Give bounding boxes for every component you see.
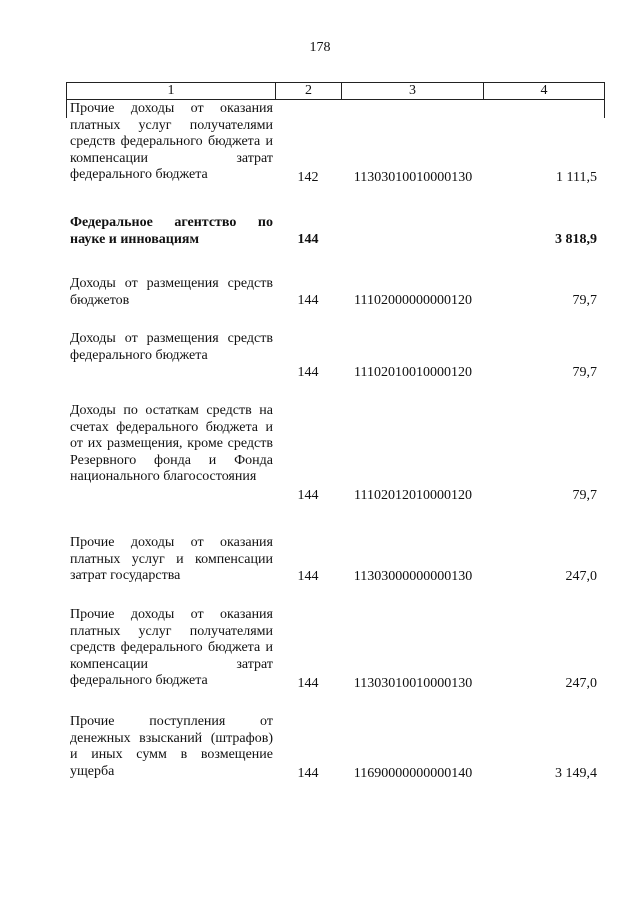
header-col-1: 1 — [67, 83, 276, 99]
row-code: 144 — [297, 488, 319, 503]
page-number: 178 — [309, 40, 331, 55]
row-code: 144 — [297, 676, 319, 691]
row-sum: 247,0 — [565, 569, 597, 584]
row-sum: 1 111,5 — [556, 170, 597, 185]
table-header — [66, 82, 605, 100]
row-name: Доходы по остаткам средств на счетах федерального бюджета и от их размещения, кроме средств Резервного фонда и Фонда национального благосостояния — [70, 403, 273, 485]
row-code: 144 — [297, 766, 319, 781]
header-col-2: 2 — [276, 83, 342, 99]
row-sum: 79,7 — [572, 365, 597, 380]
row-name: Доходы от размещения средств федерального бюджета — [70, 331, 273, 363]
row-name: Прочие доходы от оказания платных услуг получателями средств федерального бюджета и компенсации затрат федерального бюджета — [70, 607, 273, 689]
row-name: Прочие доходы от оказания платных услуг получателями средств федерального бюджета и компенсации затрат федерального бюджета — [70, 101, 273, 183]
row-sum: 3 818,9 — [555, 232, 597, 247]
row-kbk: 11102012010000120 — [354, 488, 472, 503]
row-code: 144 — [297, 365, 319, 380]
row-sum: 247,0 — [565, 676, 597, 691]
row-name: Прочие поступления от денежных взысканий (штрафов) и иных сумм в возмещение ущерба — [70, 714, 273, 779]
border-right-line — [604, 100, 605, 118]
border-left-line — [66, 100, 67, 118]
row-kbk: 11102000000000120 — [354, 293, 472, 308]
row-name: Доходы от размещения средств бюджетов — [70, 276, 273, 308]
row-kbk: 11690000000000140 — [353, 766, 473, 781]
header-col-4: 4 — [540, 83, 548, 98]
row-sum: 3 149,4 — [555, 766, 597, 781]
row-code: 144 — [297, 569, 319, 584]
row-name: Прочие доходы от оказания платных услуг и компенсации затрат государства — [70, 535, 273, 584]
row-kbk: 11303010010000130 — [353, 676, 473, 691]
row-sum: 79,7 — [572, 488, 597, 503]
row-kbk: 11102010010000120 — [354, 365, 472, 380]
row-sum: 79,7 — [572, 293, 597, 308]
header-col-3: 3 — [342, 83, 484, 99]
row-kbk: 11303000000000130 — [353, 569, 473, 584]
row-code: 144 — [297, 232, 319, 247]
row-name: Федеральное агентство по науке и инновациям — [70, 215, 273, 247]
row-kbk: 11303010010000130 — [353, 170, 473, 185]
row-code: 142 — [297, 170, 319, 185]
row-code: 144 — [297, 293, 319, 308]
